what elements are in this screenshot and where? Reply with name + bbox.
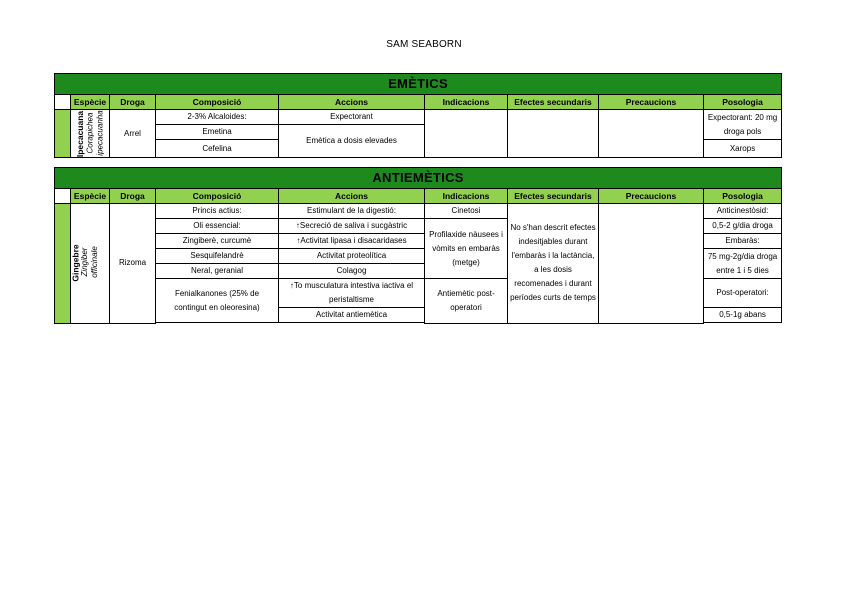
side-effects-cell: [508, 110, 599, 158]
header-composicio: Composició: [156, 189, 279, 204]
header-precaucions: Precaucions: [599, 95, 704, 110]
posology-cell: 75 mg-2g/dia droga entre 1 i 5 dies: [704, 249, 782, 279]
composition-cell: Zingiberè, curcumè: [156, 234, 279, 249]
header-accions: Accions: [279, 95, 425, 110]
plant-name-cell: [55, 110, 86, 158]
antiemetics-banner: ANTIEMÈTICS: [55, 168, 782, 189]
species-name: Corapichea ipecacuanha: [85, 109, 105, 156]
header-droga: Droga: [110, 189, 156, 204]
posology-cell: Xarops: [704, 140, 782, 158]
header-composicio: Composició: [156, 95, 279, 110]
precautions-cell: [599, 110, 704, 158]
plant-name: Ipecacuana: [75, 110, 86, 157]
spacer-cell: [156, 323, 279, 324]
composition-cell: Fenialkanones (25% de contingut en oleoresina): [156, 279, 279, 323]
actions-cell: ↑Secreció de saliva i sucgàstric: [279, 219, 425, 234]
posology-cell: Post-operatori:: [704, 279, 782, 308]
posology-cell: Embaràs:: [704, 234, 782, 249]
plant-name-cell: [55, 204, 81, 324]
header-blank-cell: [55, 189, 71, 204]
composition-cell: Emetina: [156, 125, 279, 140]
emetics-banner: EMÈTICS: [55, 74, 782, 95]
precautions-cell: [599, 204, 704, 324]
composition-cell: Oli essencial:: [156, 219, 279, 234]
indications-cell: Cinetosi: [425, 204, 508, 219]
composition-cell: Sesquifelandrè: [156, 249, 279, 264]
header-droga: Droga: [110, 95, 156, 110]
posology-cell: Anticinestòsid:: [704, 204, 782, 219]
spacer-cell: [704, 323, 782, 324]
actions-cell: Estimulant de la digestió:: [279, 204, 425, 219]
actions-cell: Expectorant: [279, 110, 425, 125]
header-posologia: Posologia: [704, 189, 782, 204]
indications-cell: Antiemètic post-operatori: [425, 279, 508, 324]
header-accions: Accions: [279, 189, 425, 204]
composition-cell: 2-3% Alcaloides:: [156, 110, 279, 125]
side-effects-cell: No s'han descrit efectes indesitjables durant l'embaràs i la lactància, a les dosis recomenades i durant períodes curts de temps: [508, 204, 599, 324]
header-especie: Espècie: [71, 189, 110, 204]
actions-cell: Emètica a dosis elevades: [279, 125, 425, 158]
actions-cell: Colagog: [279, 264, 425, 279]
actions-cell: Activitat antiemètica: [279, 308, 425, 323]
header-precaucions: Precaucions: [599, 189, 704, 204]
composition-cell: Princis actius:: [156, 204, 279, 219]
posology-cell: Expectorant: 20 mg droga pols: [704, 110, 782, 140]
header-posologia: Posologia: [704, 95, 782, 110]
header-efectes-secundaris: Efectes secundaris: [508, 189, 599, 204]
spacer-cell: [279, 323, 425, 324]
header-especie: Espècie: [71, 95, 110, 110]
header-indicacions: Indicacions: [425, 189, 508, 204]
actions-cell: ↑Activitat lipasa i disacaridases: [279, 234, 425, 249]
emetics-table: [54, 73, 782, 158]
species-name: Zingiber officinale: [80, 246, 99, 279]
indications-cell: [425, 110, 508, 158]
indications-cell: Profilaxide nàusees i vòmits en embaràs (metge): [425, 219, 508, 279]
page-title: SAM SEABORN: [386, 39, 462, 50]
composition-cell: Neral, geranial: [156, 264, 279, 279]
header-blank-cell: [55, 95, 71, 110]
plant-name: Gingebre: [70, 244, 81, 282]
actions-cell: ↑To musculatura intestiva iactiva el peristaltisme: [279, 279, 425, 308]
posology-cell: 0,5-1g abans: [704, 308, 782, 323]
header-efectes-secundaris: Efectes secundaris: [508, 95, 599, 110]
actions-cell: Activitat proteolítica: [279, 249, 425, 264]
drug-cell: Rizoma: [110, 204, 156, 324]
drug-cell: Arrel: [110, 110, 156, 158]
antiemetics-table: [54, 167, 782, 324]
header-indicacions: Indicacions: [425, 95, 508, 110]
posology-cell: 0,5-2 g/dia droga: [704, 219, 782, 234]
composition-cell: Cefelina: [156, 140, 279, 158]
